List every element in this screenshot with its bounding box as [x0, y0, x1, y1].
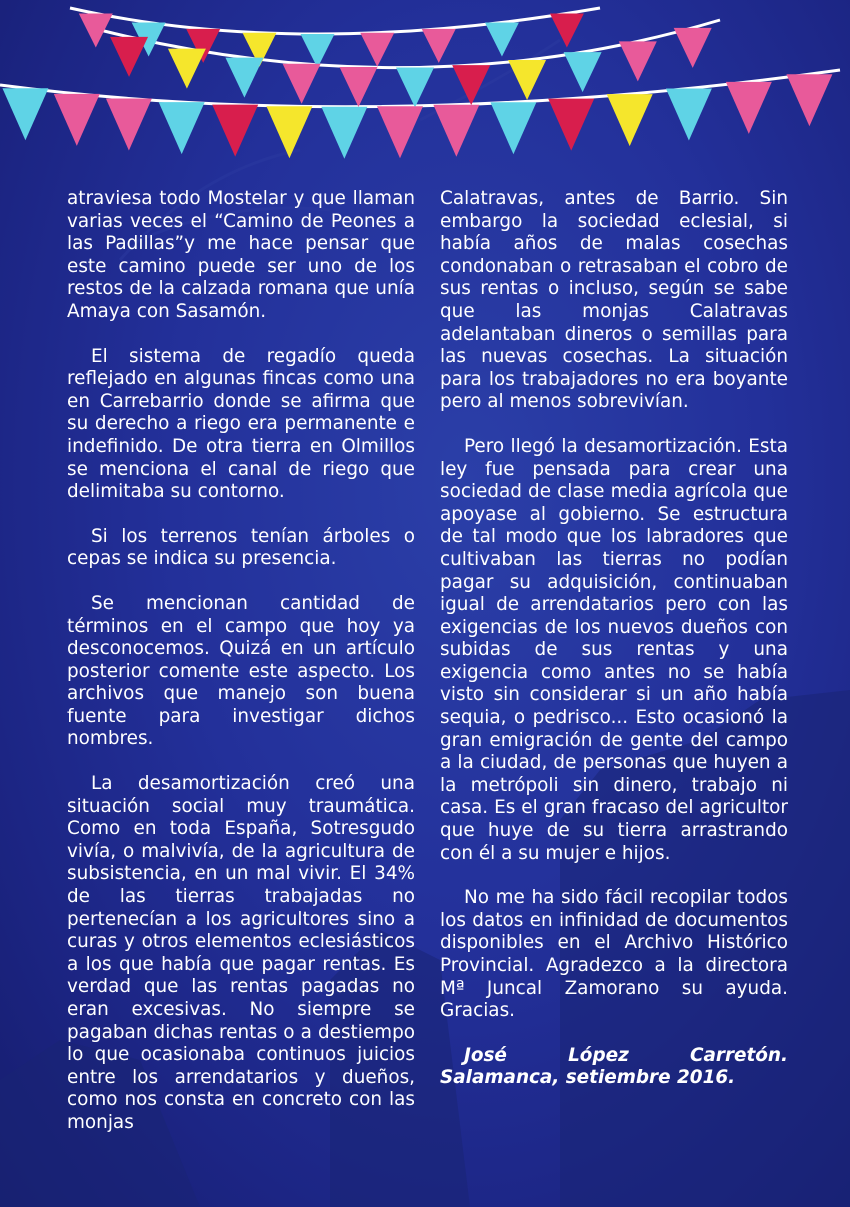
bunting-flag — [548, 99, 594, 151]
bunting-flag — [396, 68, 434, 108]
bunting-flag — [360, 33, 394, 67]
paragraph: No me ha sido fácil recopilar todos los datos en infinidad de documentos disponibles en el Archivo Histórico Provincial. Agradezco a la directora Mª Juncal Zamorano su ayuda. Gracias. — [440, 887, 788, 1022]
bunting-flag — [321, 107, 367, 159]
bunting-flag — [508, 60, 546, 100]
paragraph: La desamortización creó una situación social muy traumática. Como en toda España, Sotresgudo vivía, o malvivía, de la agricultura de subsistencia, en un mal vivir. El 34% de las tierras trabajadas no pertenecían a los agricultores sino a curas y otros elementos eclesiásticos a los que había que pagar rentas. Es verdad que las rentas pagadas no eran excesivas. No siempre se pagaban dichas rentas o a destiempo lo que ocasionaba continuos juicios entre los arrendatarios y dueños, como nos consta en concreto con las monjas — [67, 773, 415, 1133]
bunting-flag — [607, 94, 653, 146]
paragraph: Si los terrenos tenían árboles o cepas se indica su presencia. — [67, 525, 415, 570]
bunting-flag — [490, 102, 536, 154]
bunting-flag — [339, 67, 377, 107]
bunting-flag — [54, 94, 100, 146]
paragraph: Pero llegó la desamortización. Esta ley fue pensada para crear una sociedad de clase media agrícola que apoyase al gobierno. Se estructura de tal modo que los labradores que cultivaban las tierras no podían pagar su adquisición, continuaban igual de arrendatarios pero con las exigencias de los nuevos dueños con subidas de sus rentas y una exigencia como antes no se había visto sin considerar si un año había sequia, o pedrisco... Esto ocasionó la gran emigración de gente del campo a la ciudad, de personas que huyen a la metrópoli sin dinero, trabajo ni casa. Es el gran fracaso del agricultor que huye de su tierra arrastrando con él a su mujer e hijos. — [440, 435, 788, 864]
bunting-flag — [422, 29, 456, 63]
bunting-flag — [452, 65, 490, 105]
bunting-flags — [0, 0, 850, 190]
right-column — [440, 188, 788, 1112]
bunting-flag — [485, 22, 519, 56]
paragraph: Se mencionan cantidad de términos en el campo que hoy ya desconocemos. Quizá en un artículo posterior comente este aspecto. Los archivos que manejo son buena fuente para investigar dichos nombres. — [67, 592, 415, 750]
paragraph: El sistema de regadío queda reflejado en algunas fincas como una en Carrebarrio donde se afirma que su derecho a riego era permanente e indefinido. De otra tierra en Olmillos se menciona el canal de riego que delimitaba su contorno. — [67, 345, 415, 503]
paragraph: atraviesa todo Mostelar y que llaman varias veces el “Camino de Peones a las Padillas”y me hace pensar que este camino puede ser uno de los restos de la calzada romana que unía Amaya con Sasamón. — [67, 188, 415, 322]
bunting-flag — [786, 74, 832, 126]
bunting-flag — [2, 88, 48, 140]
bunting-flag — [377, 106, 423, 158]
bunting-flag — [266, 106, 312, 158]
bunting-flag — [283, 64, 321, 104]
bunting-flag — [433, 105, 479, 157]
left-column — [67, 188, 415, 1157]
bunting-flag — [674, 28, 712, 68]
bunting-flag — [666, 88, 712, 140]
bunting-flag — [212, 105, 258, 157]
bunting-flag — [110, 37, 148, 77]
bunting-flag — [106, 98, 152, 150]
bunting-flag — [168, 49, 206, 89]
bunting-flag — [726, 82, 772, 134]
bunting-flag — [159, 102, 205, 154]
bunting-flag — [225, 58, 263, 98]
bunting-flag — [550, 13, 584, 47]
paragraph: Calatravas, antes de Barrio. Sin embargo la sociedad eclesial, si había años de malas cosechas condonaban o retrasaban el cobro de sus rentas o incluso, según se sabe que las monjas Calatravas adelantaban dineros o semillas para las nuevas cosechas. La situación para los trabajadores no era boyante pero al menos sobrevivían. — [440, 188, 788, 413]
bunting-flag — [564, 52, 602, 92]
author-signature: José López Carretón. Salamanca, setiembre 2016. — [440, 1044, 788, 1089]
bunting-flag — [619, 41, 657, 81]
